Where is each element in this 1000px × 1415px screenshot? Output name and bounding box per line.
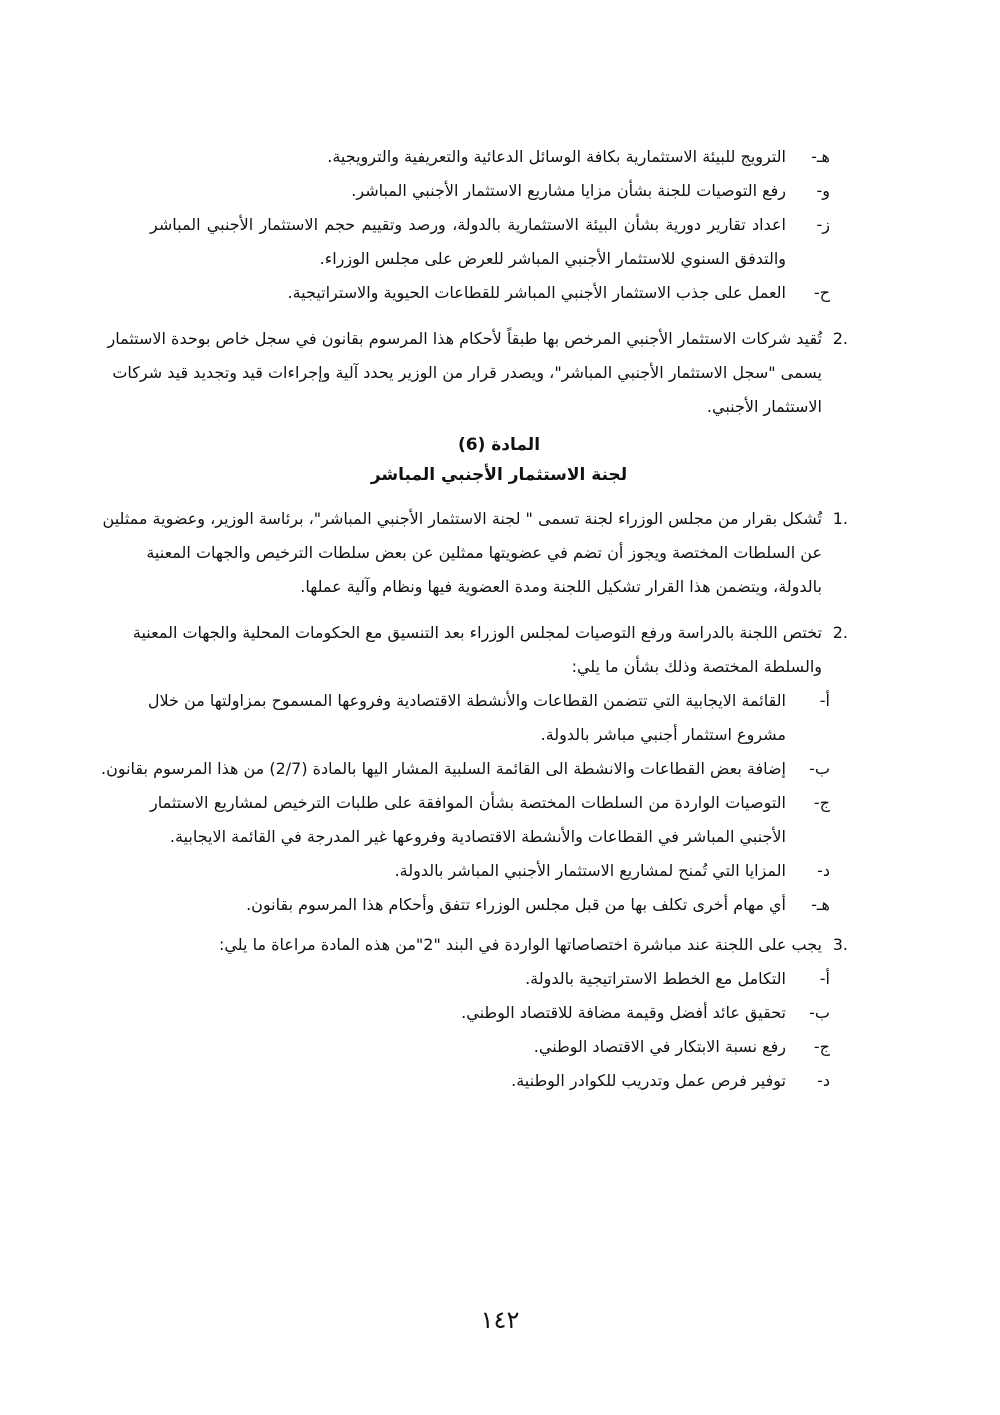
- paragraph-line: رفع التوصيات للجنة بشأن مزايا مشاريع الاستثمار الأجنبي المباشر.: [351, 181, 786, 200]
- list-marker: هـ-: [811, 895, 830, 914]
- numbered-clause: [102, 502, 848, 604]
- article-title: المادة (6): [457, 435, 541, 455]
- paragraph-line: يجب على اللجنة عند مباشرة اختصاصاتها الواردة في البند "2"من هذه المادة مراعاة ما يلي:: [219, 935, 822, 954]
- paragraph-line: الأجنبي المباشر في القطاعات والأنشطة الاقتصادية وفروعها غير المدرجة في القائمة الايجابية.: [169, 827, 786, 846]
- list-item: [147, 684, 830, 752]
- list-marker: ب-: [809, 1003, 830, 1022]
- paragraph-line: تحقيق عائد أفضل وقيمة مضافة للاقتصاد الوطني.: [461, 1003, 786, 1022]
- article-subtitle: لجنة الاستثمار الأجنبي المباشر: [370, 465, 628, 485]
- list-item: [150, 786, 830, 854]
- list-marker: ج-: [813, 1037, 830, 1056]
- paragraph-line: والتدفق السنوي للاستثمار الأجنبي المباشر للعرض على مجلس الوزراء.: [319, 249, 786, 268]
- list-item: [150, 854, 830, 888]
- list-marker: أ-: [819, 691, 830, 710]
- list-item: [150, 996, 830, 1030]
- clause-number: .2: [832, 623, 848, 642]
- paragraph-line: مشروع استثمار أجنبي مباشر بالدولة.: [540, 725, 786, 744]
- list-marker: ج-: [813, 793, 830, 812]
- list-item: [150, 1030, 830, 1064]
- list-marker: ب-: [809, 759, 830, 778]
- paragraph-line: رفع نسبة الابتكار في الاقتصاد الوطني.: [533, 1037, 786, 1056]
- paragraph-line: التوصيات الواردة من السلطات المختصة بشأن الموافقة على طلبات الترخيص لمشاريع الاستثمار: [150, 793, 786, 812]
- numbered-clause: [132, 616, 848, 684]
- list-marker: و-: [816, 181, 830, 200]
- paragraph-line: يسمى "سجل الاستثمار الأجنبي المباشر"، ويصدر قرار من الوزير يحدد آلية وإجراءات قيد وتجديد قيد شركات: [112, 363, 822, 382]
- paragraph-line: اعداد تقارير دورية بشأن البيئة الاستثمارية بالدولة، ورصد وتقييم حجم الاستثمار الأجنبي المباشر: [150, 215, 786, 234]
- paragraph-line: تُشكل بقرار من مجلس الوزراء لجنة تسمى " لجنة الاستثمار الأجنبي المباشر"، برئاسة الوزير، وعضوية ممثلين: [102, 509, 822, 528]
- clause-number: .2: [832, 329, 848, 348]
- paragraph-line: القائمة الايجابية التي تتضمن القطاعات والأنشطة الاقتصادية وفروعها المسموح بمزاولتها من خلال: [147, 691, 786, 710]
- list-item: [150, 174, 830, 208]
- list-marker: د-: [817, 861, 830, 880]
- list-item: [101, 752, 830, 786]
- numbered-clause: [107, 322, 848, 424]
- paragraph-line: أي مهام أخرى تكلف بها من قبل مجلس الوزراء تتفق وأحكام هذا المرسوم بقانون.: [246, 895, 786, 914]
- paragraph-line: توفير فرص عمل وتدريب للكوادر الوطنية.: [511, 1071, 786, 1090]
- clause-number: .1: [832, 509, 848, 528]
- list-item: [150, 962, 830, 996]
- list-marker: هـ-: [811, 147, 830, 166]
- list-item: [150, 140, 830, 174]
- list-item: [150, 208, 830, 276]
- paragraph-line: العمل على جذب الاستثمار الأجنبي المباشر للقطاعات الحيوية والاستراتيجية.: [287, 283, 786, 302]
- numbered-clause: [150, 928, 848, 962]
- page-number: ١٤٢: [480, 1306, 520, 1334]
- list-marker: أ-: [819, 969, 830, 988]
- paragraph-line: الترويج للبيئة الاستثمارية بكافة الوسائل الدعائية والتعريفية والترويجية.: [327, 147, 786, 166]
- list-item: [150, 1064, 830, 1098]
- paragraph-line: المزايا التي تُمنح لمشاريع الاستثمار الأجنبي المباشر بالدولة.: [394, 861, 786, 880]
- list-marker: ح-: [813, 283, 830, 302]
- paragraph-line: التكامل مع الخطط الاستراتيجية بالدولة.: [525, 969, 786, 988]
- paragraph-line: تختص اللجنة بالدراسة ورفع التوصيات لمجلس الوزراء بعد التنسيق مع الحكومات المحلية والجهات المعنية: [132, 623, 822, 642]
- paragraph-line: والسلطة المختصة وذلك بشأن ما يلي:: [571, 657, 822, 676]
- paragraph-line: عن السلطات المختصة ويجوز أن تضم في عضويتها ممثلين عن بعض سلطات الترخيص والجهات المعنية: [146, 543, 822, 562]
- list-item: [150, 888, 830, 922]
- paragraph-line: تُقيد شركات الاستثمار الأجنبي المرخص بها طبقاً لأحكام هذا المرسوم بقانون في سجل خاص بوحدة الاستثمار: [107, 329, 822, 348]
- paragraph-line: بالدولة، ويتضمن هذا القرار تشكيل اللجنة ومدة العضوية فيها ونظام وآلية عملها.: [300, 577, 822, 596]
- paragraph-line: إضافة بعض القطاعات والانشطة الى القائمة السلبية المشار اليها بالمادة (2/7) من هذا المرسوم بقانون.: [101, 759, 786, 778]
- clause-number: .3: [832, 935, 848, 954]
- paragraph-line: الاستثمار الأجنبي.: [706, 397, 822, 416]
- list-item: [150, 276, 830, 310]
- list-marker: ز-: [816, 215, 830, 234]
- list-marker: د-: [817, 1071, 830, 1090]
